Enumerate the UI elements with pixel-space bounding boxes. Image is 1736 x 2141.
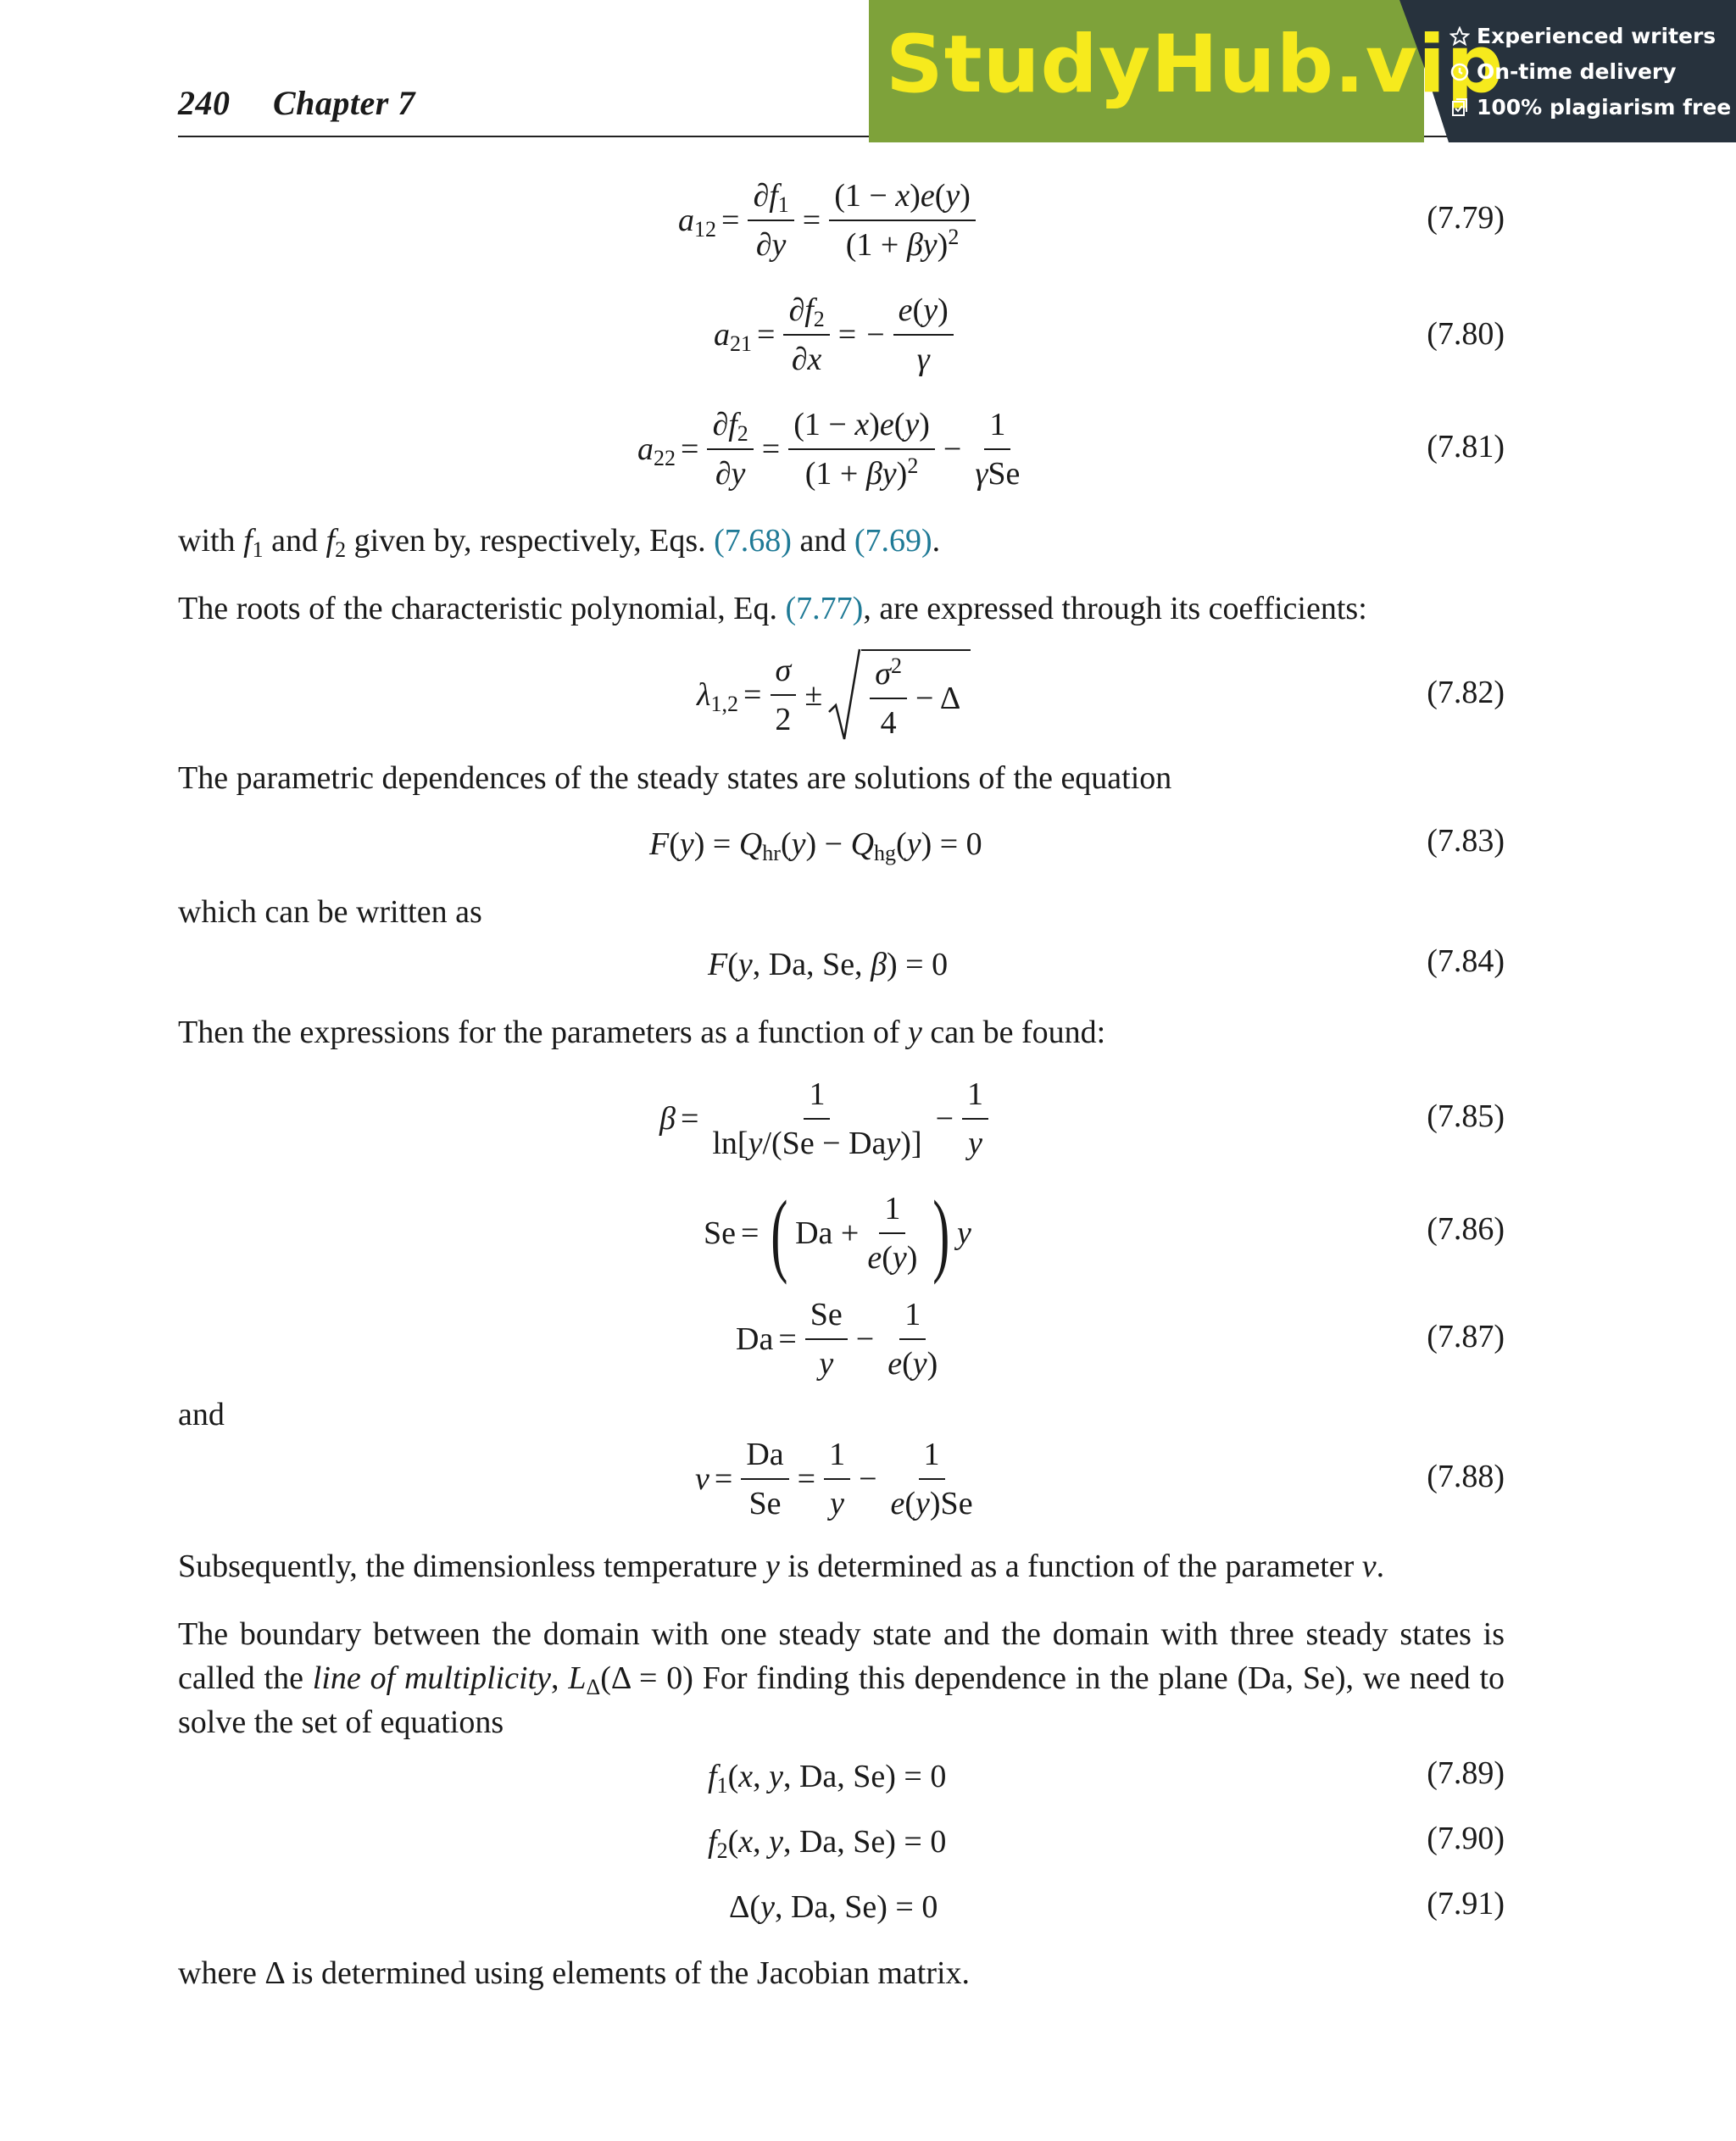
equation-link[interactable]: (7.69) — [854, 523, 932, 559]
paragraph: The roots of the characteristic polynomial, Eq. (7.77), are expressed through its coefficients: — [178, 591, 1367, 626]
equation-7-81: $a_{22}$ = $\frac{\partial f_2}{\partial y}$ = $\frac{(1 - x)e(y)}{(1 + \beta y)^2}$ − $\frac{1}{\text{γSe}}$ (7.81) — [178, 394, 1505, 504]
brand-logo-text: StudyHub.vip — [886, 19, 1505, 111]
paragraph: The parametric dependences of the steady states are solutions of the equation — [178, 760, 1172, 796]
equation-7-91: Δ(y, Da, Se) = 0 (7.91) — [729, 1886, 1505, 1925]
equation-number: (7.83) — [1427, 823, 1505, 859]
badge-experienced-writers — [1449, 24, 1716, 48]
document-check-icon — [1449, 97, 1470, 118]
badge-on-time — [1449, 59, 1677, 84]
equation-number: (7.91) — [1427, 1886, 1505, 1921]
equation-7-85: β = $\frac{1}{\text{ln[y/(Se − Day)]}}$ − $\frac{1}{y}$ (7.85) — [178, 1064, 1505, 1174]
equation-number: (7.87) — [1427, 1319, 1505, 1354]
equation-number: (7.80) — [1427, 316, 1505, 352]
badge-plagiarism-free — [1449, 95, 1731, 120]
equation-7-80: $a_{21}$ = $\frac{\partial f_2}{\partial x}$ = − $\frac{e(y)}{\gamma}$ (7.80) — [178, 284, 1505, 386]
equation-7-90: $f_2(x$, y, Da, Se) = 0 (7.90) — [708, 1821, 1505, 1863]
equation-number: (7.85) — [1427, 1098, 1505, 1134]
equation-number: (7.90) — [1427, 1821, 1505, 1856]
equation-7-79: $a_{12}$ = $\frac{\partial f_1}{\partial y}$ = $\frac{(1 - x)e(y)}{(1 + \beta y)^2}$ (7.79) — [178, 165, 1505, 275]
equation-7-82: $\lambda_{1,2}$ = $\frac{\sigma}{2}$ ± $\frac{\sigma^2}{4}$ − Δ (7.82) — [178, 640, 1505, 750]
paragraph: with $f_1$ and $f_2$ given by, respectively, Eqs. (7.68) and (7.69). — [178, 523, 941, 562]
equation-number: (7.86) — [1427, 1211, 1505, 1247]
badge-label: Experienced writers — [1477, 24, 1717, 48]
equation-7-83: $F(y) = Q_{hr}(y) - Q_{hg}(y) = 0$ (7.83) — [649, 823, 1505, 865]
paragraph: where Δ is determined using elements of the Jacobian matrix. — [178, 1955, 971, 1991]
paragraph: Subsequently, the dimensionless temperature y is determined as a function of the parameter ν. — [178, 1549, 1385, 1584]
paragraph: which can be written as — [178, 894, 482, 930]
paragraph: The boundary between the domain with one steady state and the domain with three steady states is called the line of multiplicity, $L_\Delta(\Delta = 0)$ For finding this dependence in the plane (Da, Se), we need to solve the set of equations — [178, 1616, 1505, 1740]
equation-link[interactable]: (7.68) — [714, 523, 792, 559]
equation-number: (7.88) — [1427, 1459, 1505, 1494]
chapter-title: Chapter 7 — [273, 84, 415, 122]
badge-label: On-time delivery — [1477, 59, 1677, 84]
equation-7-87: Da = $\frac{Se}{y}$ − $\frac{1}{e(y)}$ (7.87) — [178, 1284, 1505, 1394]
equation-number: (7.82) — [1427, 675, 1505, 710]
equation-number: (7.84) — [1427, 943, 1505, 979]
equation-number: (7.79) — [1427, 200, 1505, 236]
equation-number: (7.89) — [1427, 1755, 1505, 1791]
page-number: 240 — [178, 84, 231, 122]
equation-7-84: F(y, Da, Se, β) = 0 (7.84) — [708, 943, 1505, 982]
equation-number: (7.81) — [1427, 429, 1505, 464]
equation-7-89: $f_1(x$, y, Da, Se) = 0 (7.89) — [708, 1755, 1505, 1798]
badge-label: 100% plagiarism free — [1477, 95, 1732, 120]
star-icon — [1449, 26, 1470, 47]
paragraph: and — [178, 1397, 225, 1432]
radical-sign — [827, 644, 861, 746]
equation-7-88: ν = $\frac{Da}{Se}$ = $\frac{1}{y}$ − $\frac{1}{e(y)Se}$ (7.88) — [178, 1424, 1505, 1534]
equation-7-86: Se = ( Da + $\frac{1}{e(y)}$ ) y (7.86) — [704, 1182, 1505, 1285]
paragraph: Then the expressions for the parameters as a function of y can be found: — [178, 1015, 1106, 1050]
clock-icon — [1449, 62, 1470, 82]
studyhub-banner[interactable] — [869, 0, 1736, 142]
equation-link[interactable]: (7.77) — [785, 591, 864, 626]
